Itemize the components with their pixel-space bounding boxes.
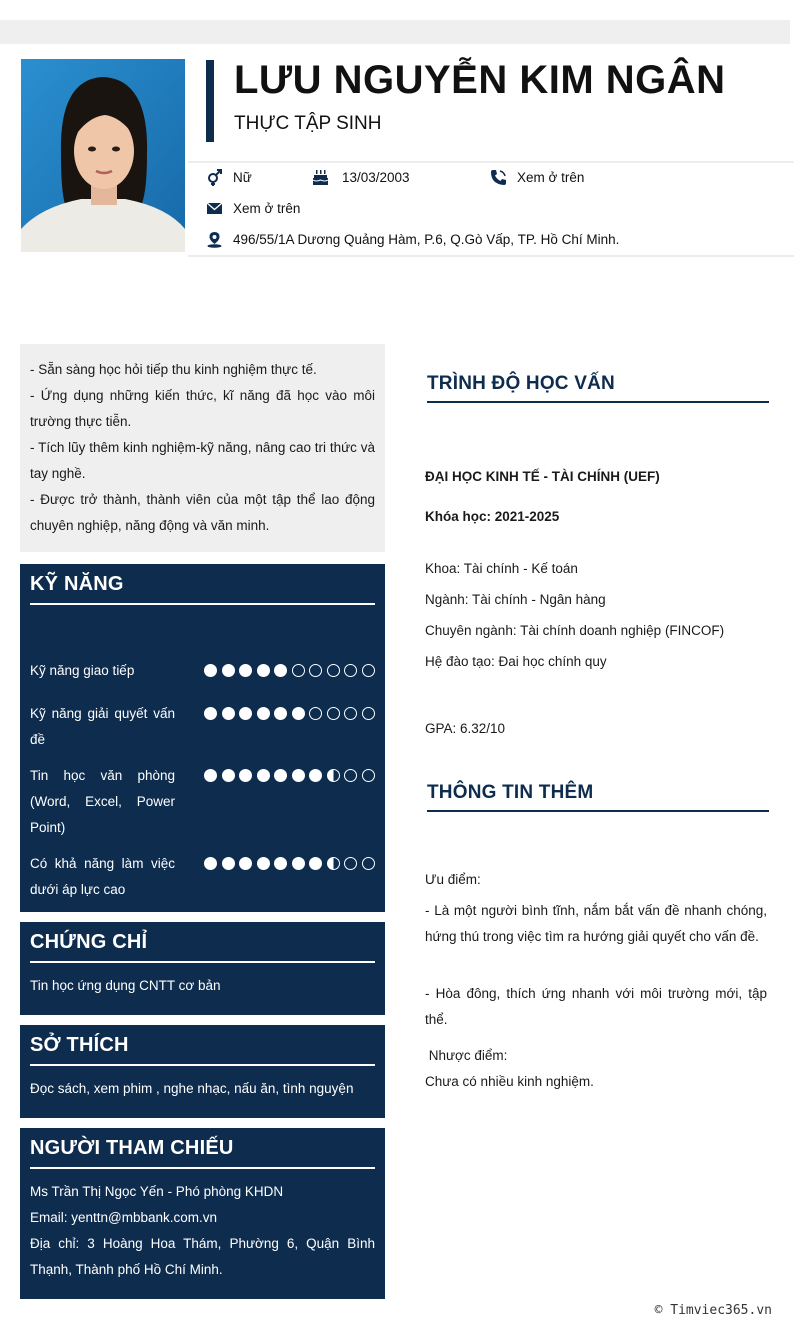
rating-dot (222, 707, 235, 720)
objective-line: - Ứng dụng những kiến thức, kĩ năng đã học vào môi trường thực tiễn. (30, 388, 375, 429)
hobbies-text: Đọc sách, xem phim , nghe nhạc, nấu ăn, tình nguyện (30, 1081, 354, 1096)
rating-dot (344, 664, 357, 677)
rating-dot (239, 664, 252, 677)
contact-email (206, 200, 300, 217)
rating-dot (274, 664, 287, 677)
rating-dot (257, 769, 270, 782)
birthday-value: 13/03/2003 (342, 170, 410, 185)
rating-dot (362, 664, 375, 677)
skill-rating (204, 664, 379, 677)
contact-phone (490, 169, 584, 186)
profile-photo (21, 59, 185, 252)
name-accent-bar (206, 60, 214, 142)
skill-name: Kỹ năng giải quyết vấn đề (30, 706, 175, 747)
contact-info-box (188, 161, 794, 257)
job-title: THỰC TẬP SINH (234, 113, 382, 134)
faculty: Khoa: Tài chính - Kế toán (425, 561, 578, 576)
hobbies-title: SỞ THÍCH (30, 1025, 375, 1066)
weaknesses-label: Nhược điểm: (425, 1048, 508, 1063)
rating-dot (309, 769, 322, 782)
rating-dot (204, 707, 217, 720)
objective-line: - Được trở thành, thành viên của một tập thể lao động chuyên nghiệp, năng động và văn minh. (30, 492, 375, 533)
cake-icon (312, 169, 329, 186)
objective-line: - Tích lũy thêm kinh nghiệm-kỹ năng, nâng cao tri thức và tay nghề. (30, 440, 375, 481)
additional-info-title: THÔNG TIN THÊM (427, 782, 769, 812)
gender-value: Nữ (233, 170, 252, 185)
strength-item: - Hòa đông, thích ứng nhanh với môi trường mới, tập thể. (425, 986, 767, 1027)
course-years: Khóa học: 2021-2025 (425, 509, 560, 524)
education-title: TRÌNH ĐỘ HỌC VẤN (427, 373, 769, 403)
hobbies-panel (20, 1025, 385, 1118)
map-pin-icon (206, 231, 223, 248)
rating-dot (274, 857, 287, 870)
rating-dot (257, 707, 270, 720)
rating-dot (239, 857, 252, 870)
contact-birthday (312, 169, 410, 186)
gpa: GPA: 6.32/10 (425, 721, 506, 736)
skills-panel (20, 564, 385, 912)
weaknesses-text: Chưa có nhiều kinh nghiệm. (425, 1074, 594, 1089)
certificate-item: Tin học ứng dụng CNTT cơ bản (30, 978, 221, 993)
rating-dot (327, 664, 340, 677)
rating-dot (257, 857, 270, 870)
rating-dot (292, 664, 305, 677)
rating-dot (344, 857, 357, 870)
major: Ngành: Tài chính - Ngân hàng (425, 592, 606, 607)
rating-dot (292, 769, 305, 782)
reference-address: Địa chỉ: 3 Hoàng Hoa Thám, Phường 6, Quận Bình Thạnh, Thành phố Hồ Chí Minh. (30, 1236, 375, 1277)
envelope-icon (206, 200, 223, 217)
phone-value: Xem ở trên (517, 170, 585, 185)
strength-item: - Là một người bình tĩnh, nắm bắt vấn đề nhanh chóng, hứng thú trong việc tìm ra hướng giải quyết cho vấn đề. (425, 903, 767, 944)
rating-dot (344, 769, 357, 782)
top-strip (0, 20, 790, 44)
rating-dot (222, 664, 235, 677)
rating-dot (327, 857, 340, 870)
rating-dot (204, 769, 217, 782)
rating-dot (239, 769, 252, 782)
footer-credit: © Timviec365.vn (654, 1303, 772, 1318)
certificates-panel (20, 922, 385, 1015)
school-name: ĐẠI HỌC KINH TẾ - TÀI CHÍNH (UEF) (425, 469, 660, 484)
skill-rating (204, 857, 379, 870)
rating-dot (222, 769, 235, 782)
skill-name: Kỹ năng giao tiếp (30, 663, 135, 678)
references-title: NGƯỜI THAM CHIẾU (30, 1128, 375, 1169)
rating-dot (274, 769, 287, 782)
references-panel (20, 1128, 385, 1299)
certificates-title: CHỨNG CHỈ (30, 922, 375, 963)
rating-dot (309, 857, 322, 870)
rating-dot (362, 769, 375, 782)
rating-dot (362, 707, 375, 720)
rating-dot (204, 857, 217, 870)
rating-dot (204, 664, 217, 677)
rating-dot (344, 707, 357, 720)
training-system: Hệ đào tạo: Đai học chính quy (425, 654, 607, 669)
rating-dot (309, 664, 322, 677)
strengths-label: Ưu điểm: (425, 872, 481, 887)
rating-dot (362, 857, 375, 870)
skill-name: Có khả năng làm việc dưới áp lực cao (30, 856, 175, 897)
email-value: Xem ở trên (233, 201, 301, 216)
rating-dot (239, 707, 252, 720)
specialization: Chuyên ngành: Tài chính doanh nghiệp (FINCOF) (425, 623, 725, 638)
rating-dot (274, 707, 287, 720)
full-name: LƯU NGUYỄN KIM NGÂN (234, 58, 726, 102)
rating-dot (292, 707, 305, 720)
skill-name: Tin học văn phòng (Word, Excel, Power Point) (30, 768, 175, 835)
career-objective (20, 344, 385, 552)
reference-email: Email: yenttn@mbbank.com.vn (30, 1210, 218, 1225)
gender-icon (206, 169, 223, 186)
rating-dot (257, 664, 270, 677)
rating-dot (292, 857, 305, 870)
phone-icon (490, 169, 507, 186)
objective-line: - Sẵn sàng học hỏi tiếp thu kinh nghiệm thực tế. (30, 362, 317, 377)
rating-dot (327, 769, 340, 782)
rating-dot (309, 707, 322, 720)
skill-rating (204, 707, 379, 720)
rating-dot (327, 707, 340, 720)
skills-title: KỸ NĂNG (30, 564, 375, 605)
rating-dot (222, 857, 235, 870)
address-value: 496/55/1A Dương Quảng Hàm, P.6, Q.Gò Vấp, TP. Hồ Chí Minh. (233, 232, 620, 247)
contact-gender (206, 169, 252, 186)
skill-rating (204, 769, 379, 782)
reference-person: Ms Trần Thị Ngọc Yến - Phó phòng KHDN (30, 1184, 284, 1199)
contact-address (206, 231, 619, 248)
